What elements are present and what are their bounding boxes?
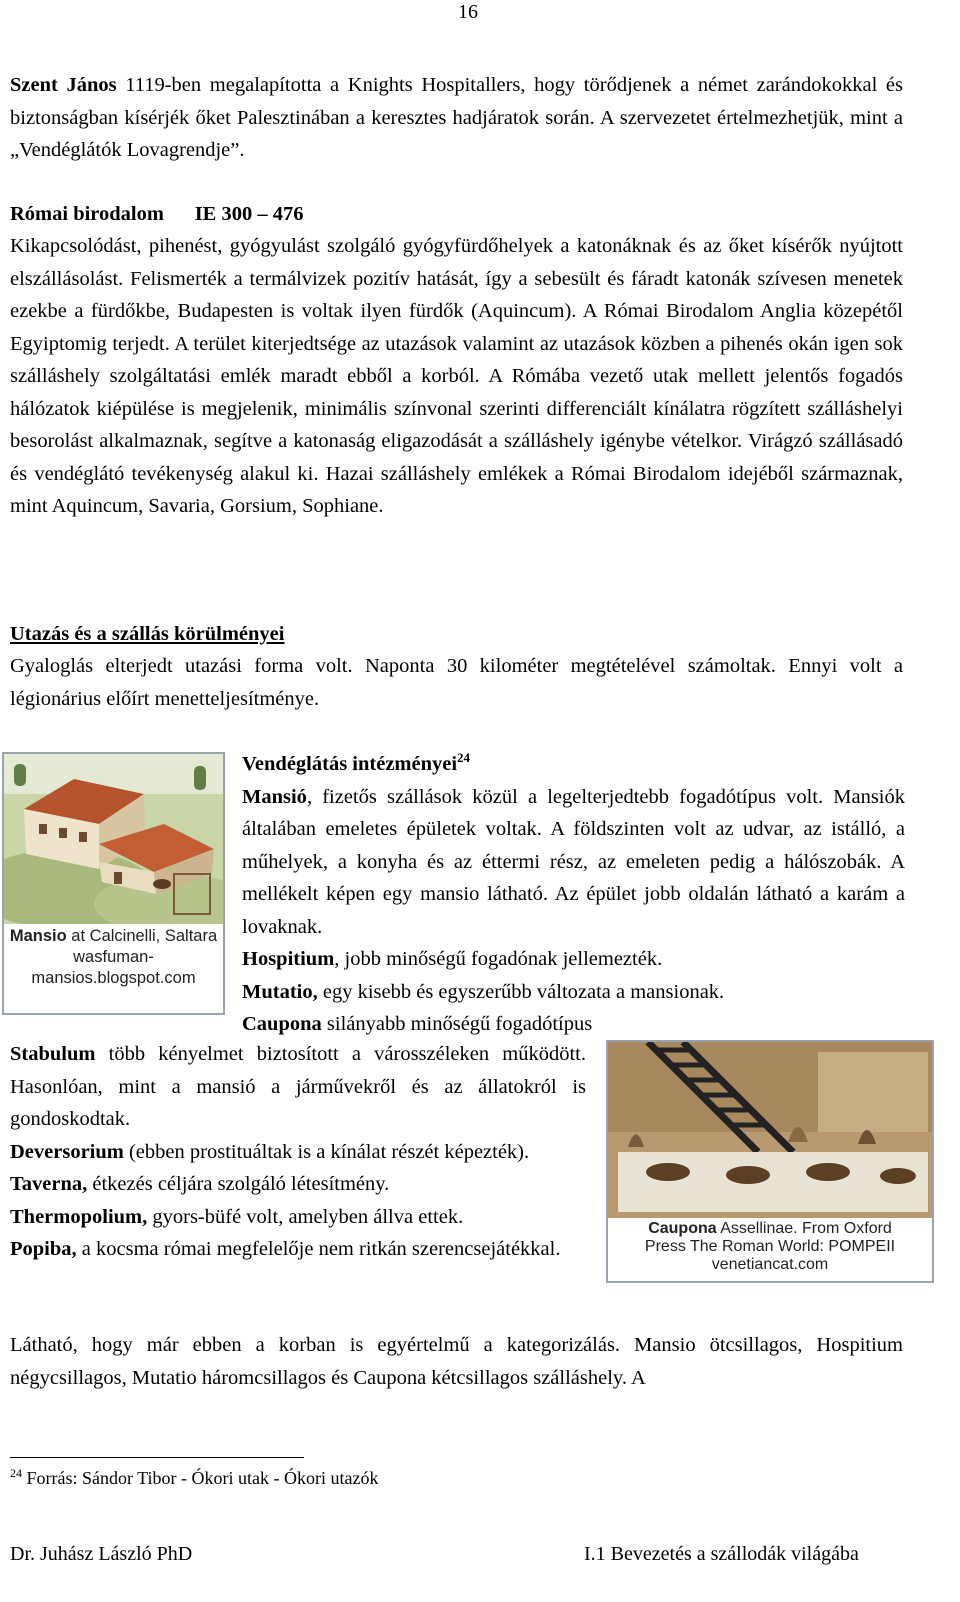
caupona-caption-bold: Caupona bbox=[648, 1220, 717, 1237]
hospitium-term: Hospitium bbox=[242, 948, 335, 970]
footer-chapter: I.1 Bevezetés a szállodák világába bbox=[584, 1543, 859, 1565]
stabulum-term: Stabulum bbox=[10, 1043, 96, 1065]
caupona-line bbox=[242, 1008, 905, 1041]
closing-paragraph: Látható, hogy már ebben a korban is egyértelmű a kategorizálás. Mansio ötcsillagos, Hospitium négycsillagos, Mutatio háromcsillagos és Caupona kétcsillagos szálláshely. A bbox=[10, 1334, 903, 1389]
caupona-caption-line2: Press The Roman World: POMPEII bbox=[644, 1238, 896, 1255]
footnote bbox=[10, 1466, 378, 1490]
mansio-caption-line2: wasfuman- bbox=[73, 948, 154, 966]
institutions-heading bbox=[242, 748, 905, 781]
institutions-heading-text: Vendéglátás intézményei bbox=[242, 753, 458, 775]
mansio-caption-bold: Mansio bbox=[9, 927, 67, 945]
caupona-illustration bbox=[608, 1042, 932, 1218]
footnote-text: Forrás: Sándor Tibor - Ókori utak - Ókori utazók bbox=[22, 1468, 379, 1488]
mutatio-line bbox=[242, 976, 905, 1009]
thermopolium-text: gyors-büfé volt, amelyben állva ettek. bbox=[147, 1205, 464, 1228]
mansio-caption-rest: at Calcinelli, Saltara bbox=[66, 927, 218, 945]
mansio-illustration bbox=[4, 754, 223, 926]
deversorium-text: (ebben prostituáltak is a kínálat részét képezték). bbox=[123, 1140, 530, 1163]
roman-paragraph: Kikapcsolódást, pihenést, gyógyulást szolgáló gyógyfürdőhelyek a katonáknak és az őket kísérők nyújtott elszállásolást. Felismerték a termálvizek pozitív hatását, így a sebesült és fáradt katonák szívesen menetek ezekbe a fürdőkbe, Budapesten is voltak ilyen fürdők (Aquincum). A Római Birodalom Anglia közepétől Egyiptomig terjedt. A terület kiterjedtsége az utazások valamint az utazások közben a pihenés okán igen sok szálláshely szolgáltatási emlék maradt ebből a korból. A Rómába vezető utak mellett jelentős fogadós hálózatok kiépülése is megjelenik, minimális színvonal szerinti differenciált kínálatra rögzített szálláshelyi besorolást alkalmaznak, segítve a katonaság eligazodását a szálláshely igénybe vételkor. Virágzó szállásadó és vendéglátó tevékenység alakul ki. Hazai szálláshely emlékek a Római Birodalom idejéből származnak, mint Aquincum, Savaria, Gorsium, Sophiane. bbox=[10, 235, 903, 517]
taverna-text: étkezés céljára szolgáló létesítmény. bbox=[87, 1173, 390, 1195]
mansio-caption-line1 bbox=[4, 926, 223, 947]
mutatio-term: Mutatio, bbox=[242, 980, 318, 1003]
mansio-text: , fizetős szállások közül a legelterjedtebb fogadótípus volt. Mansiók általában emeletes épületek voltak. A földszinten volt az udvar, az istálló, a műhelyek, a konyha és az éttermi rész, az emeleten pedig a hálószobák. A mellékelt képen egy mansio látható. Az épület jobb oldalán látható a karám a lovaknak. bbox=[242, 785, 905, 938]
caupona-caption-line3: venetiancat.com bbox=[711, 1256, 829, 1273]
caupona-caption bbox=[608, 1218, 932, 1281]
hospitium-line bbox=[242, 943, 905, 976]
mansio-paragraph bbox=[242, 781, 905, 944]
taverna-line bbox=[10, 1168, 586, 1201]
deversorium-paragraph bbox=[10, 1136, 586, 1169]
roman-heading: Római birodalom IE 300 – 476 bbox=[10, 203, 304, 225]
intro-name: Szent János bbox=[10, 74, 117, 96]
popiba-text: a kocsma római megfelelője nem ritkán szerencsejátékkal. bbox=[76, 1238, 561, 1260]
thermopolium-term: Thermopolium, bbox=[10, 1205, 148, 1228]
deversorium-term: Deversorium bbox=[10, 1140, 124, 1163]
footnote-ref: 24 bbox=[457, 750, 471, 766]
footnote-number: 24 bbox=[10, 1466, 22, 1480]
travel-paragraph: Gyaloglás elterjedt utazási forma volt. Naponta 30 kilométer megtételével számoltak. Ennyi volt a légionárius előírt menetteljesítménye. bbox=[10, 655, 903, 710]
institutions-block bbox=[242, 748, 905, 1041]
caupona-caption-line1 bbox=[608, 1220, 932, 1238]
popiba-paragraph bbox=[10, 1233, 586, 1266]
mansio-figure bbox=[2, 752, 225, 1015]
taverna-term: Taverna, bbox=[10, 1173, 88, 1195]
footnote-divider bbox=[10, 1457, 304, 1458]
mansio-term: Mansió bbox=[242, 785, 307, 808]
caupona-caption-rest: Assellinae. From Oxford bbox=[716, 1220, 892, 1237]
mutatio-text: egy kisebb és egyszerűbb változata a mansionak. bbox=[317, 980, 725, 1003]
intro-text: 1119-ben megalapította a Knights Hospitallers, hogy törődjenek a német zarándokokkal és biztonságban kísérjék őket Palesztinában a keresztes hadjáratok során. A szervezetet értelmezhetjük, mint a „Vendéglátók Lovagrendje”. bbox=[10, 74, 903, 161]
page-number: 16 bbox=[458, 1, 478, 23]
travel-heading: Utazás és a szállás körülményei bbox=[10, 623, 285, 645]
intro-paragraph bbox=[10, 69, 903, 167]
hospitium-text: , jobb minőségű fogadónak jellemezték. bbox=[334, 948, 663, 970]
popiba-term: Popiba, bbox=[10, 1238, 77, 1260]
caupona-term: Caupona bbox=[242, 1013, 322, 1035]
caupona-text: silányabb minőségű fogadótípus bbox=[321, 1013, 593, 1035]
thermopolium-line bbox=[10, 1201, 586, 1234]
mansio-caption bbox=[4, 924, 223, 1013]
stabulum-text: több kényelmet biztosított a városszéleken működött. Hasonlóan, mint a mansió a járművekről és az állatokról is gondoskodtak. bbox=[10, 1043, 586, 1130]
mansio-caption-line3: mansios.blogspot.com bbox=[31, 969, 196, 987]
footer-author: Dr. Juhász László PhD bbox=[10, 1543, 193, 1565]
stabulum-paragraph bbox=[10, 1038, 586, 1136]
caupona-figure bbox=[606, 1040, 934, 1283]
institutions-block-2 bbox=[10, 1038, 586, 1266]
